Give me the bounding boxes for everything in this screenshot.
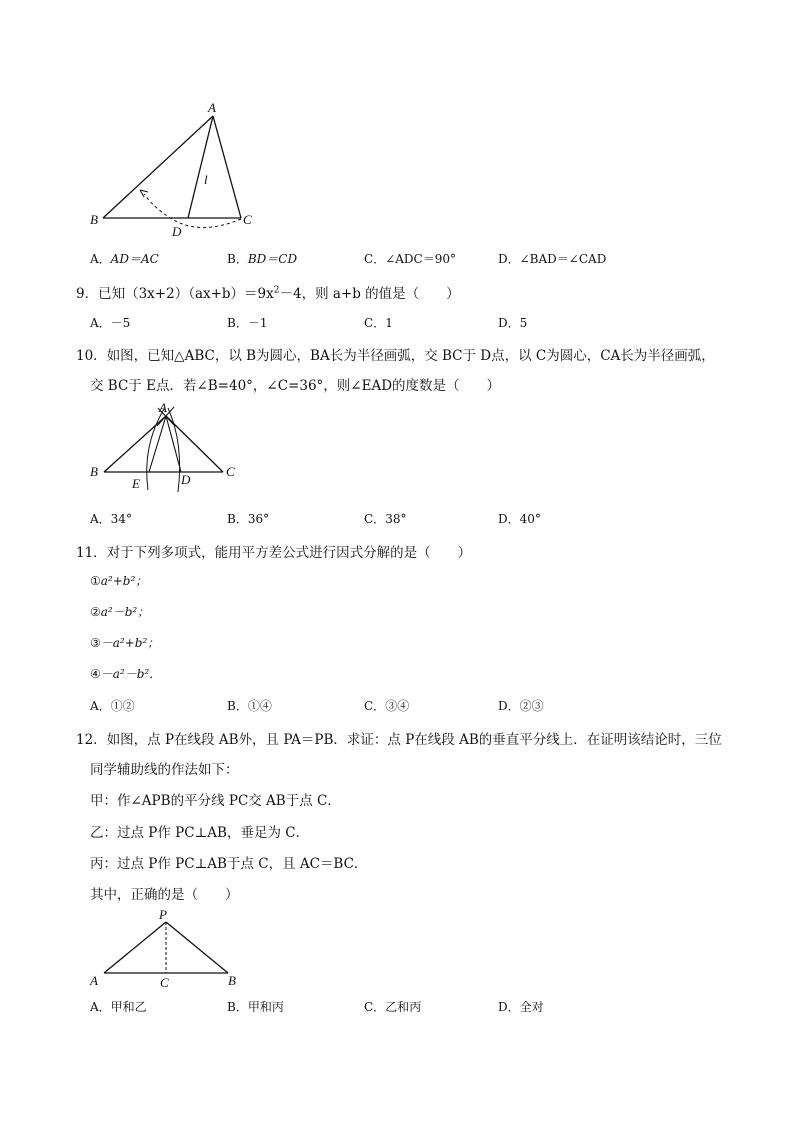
q8-label-d: D [172,224,182,239]
option-letter: D． [498,699,520,713]
option-letter: B． [227,512,248,526]
q8-option-b[interactable] [227,250,297,267]
q8-option-a[interactable] [90,250,159,267]
q10-figure [80,398,250,500]
q11-item-4 [90,665,161,682]
q8-option-c[interactable] [364,250,456,267]
option-text: 38° [385,512,407,526]
q10-option-c[interactable] [364,510,406,527]
q12-label-p: P [159,907,167,922]
option-text: 乙和丙 [385,1000,422,1014]
option-text: 甲和乙 [110,1000,147,1014]
option-letter: D． [498,512,520,526]
q8-label-l: l [204,172,208,187]
q8-side-ac [213,116,241,218]
q10-label-c: C [226,464,235,479]
option-text: ②③ [519,699,544,713]
item-expr: a²－b²； [100,605,150,619]
q12-method-yi: 乙：过点 P作 PC⊥AB，垂足为 C． [90,825,310,841]
option-letter: A． [90,699,111,713]
item-mark: ① [90,574,101,588]
q10-label-e: E [132,476,140,491]
q10-option-d[interactable] [498,510,541,527]
q10-option-a[interactable] [90,510,132,527]
option-letter: D． [498,1000,520,1014]
q11-item-3 [90,634,159,651]
option-text: ①② [110,699,135,713]
option-text: 40° [519,512,541,526]
question-number: 11． [76,545,107,561]
q11-option-b[interactable] [227,697,272,714]
option-letter: A． [90,1000,111,1014]
option-text: ∠ADC＝90° [385,252,456,266]
option-text: BD＝CD [247,252,298,266]
option-letter: B． [227,699,248,713]
option-letter: A． [90,316,111,330]
item-mark: ③ [90,636,101,650]
option-text: 甲和丙 [247,1000,284,1014]
option-text: ①④ [247,699,272,713]
q8-line-ad [188,116,213,218]
question-number: 12． [76,732,107,748]
q12-question: 其中，正确的是（ ） [90,887,239,903]
q9-stem-part1: 已知（3x+2）（ax+b）＝9x [98,286,274,302]
option-text: 36° [247,512,270,526]
question-number: 9． [76,286,99,302]
q12-option-c[interactable] [364,998,421,1015]
q11-stem-text: 对于下列多项式，能用平方差公式进行因式分解的是（ ） [106,545,472,561]
item-mark: ② [90,605,101,619]
q12-stem-text1: 如图，点 P在线段 AB外，且 PA＝PB．求证：点 P在线段 AB的垂直平分线上．在证明该结论时，三位 [106,732,722,748]
option-letter: A． [90,512,111,526]
option-letter: D． [498,316,520,330]
q12-label-a: A [90,973,98,988]
option-letter: D． [498,252,520,266]
q8-figure [80,95,280,245]
q12-side-pb [166,922,228,973]
q12-method-jia: 甲：作∠APB的平分线 PC交 AB于点 C． [90,793,341,809]
q10-label-b: B [90,464,98,479]
option-letter: C． [364,1000,386,1014]
q10-label-d: D [181,472,191,487]
q9-option-a[interactable] [90,314,130,331]
option-text: ∠BAD＝∠CAD [519,252,607,266]
question-number: 10． [76,348,107,364]
q10-stem-text1: 如图，已知△ABC，以 B为圆心，BA长为半径画弧，交 BC于 D点，以 C为圆心，CA长为半径画弧， [106,348,715,364]
q9-option-d[interactable] [498,314,527,331]
q12-option-b[interactable] [227,998,284,1015]
q8-label-b: B [90,212,98,227]
q11-stem [76,541,471,561]
q11-option-a[interactable] [90,697,135,714]
q9-option-b[interactable] [227,314,267,331]
item-mark: ④ [90,667,101,681]
q11-option-c[interactable] [364,697,409,714]
q12-figure [80,905,250,995]
q11-option-d[interactable] [498,697,544,714]
option-letter: B． [227,252,248,266]
q8-label-a: A [208,100,216,115]
q12-option-a[interactable] [90,998,147,1015]
q8-arrowhead [140,190,148,197]
q12-stem-line2: 同学辅助线的作法如下： [90,762,239,778]
q8-side-ab [103,116,213,218]
option-text: ③④ [385,699,410,713]
option-text: 5 [519,316,528,330]
q12-label-b: B [228,973,236,988]
option-letter: C． [364,252,386,266]
q12-stem-line1 [76,728,722,748]
q9-stem-part2: －4，则 a+b 的值是（ ） [279,286,460,302]
option-text: －1 [247,316,268,330]
item-expr: －a²－b²． [100,667,162,681]
q10-label-a: A [159,400,167,415]
q10-option-b[interactable] [227,510,269,527]
q9-stem [76,282,460,302]
option-text: 1 [385,316,393,330]
q9-option-c[interactable] [364,314,393,331]
q12-method-bing: 丙：过点 P作 PC⊥AB于点 C，且 AC＝BC． [90,856,368,872]
option-letter: C． [364,699,386,713]
q10-side-ca [166,416,223,472]
option-letter: B． [227,316,248,330]
q12-label-c: C [160,975,169,990]
option-letter: C． [364,512,386,526]
option-text: －5 [110,316,131,330]
option-letter: B． [227,1000,248,1014]
q11-item-2 [90,603,149,620]
q8-option-d[interactable] [498,250,606,267]
q10-stem-line1 [76,344,715,364]
q11-item-1 [90,572,147,589]
q8-label-c: C [243,212,252,227]
option-text: 34° [110,512,132,526]
option-letter: A． [90,252,111,266]
option-text: AD＝AC [110,252,159,266]
option-letter: C． [364,316,386,330]
q12-side-ap [104,922,166,973]
q12-option-d[interactable] [498,998,544,1015]
q9-stem-exponent: 2 [273,285,280,296]
item-expr: －a²+b²； [100,636,160,650]
option-text: 全对 [519,1000,544,1014]
q10-stem-line2: 交 BC于 E点．若∠B=40°，∠C=36°，则∠EAD的度数是（ ） [90,378,501,394]
item-expr: a²+b²； [100,574,148,588]
